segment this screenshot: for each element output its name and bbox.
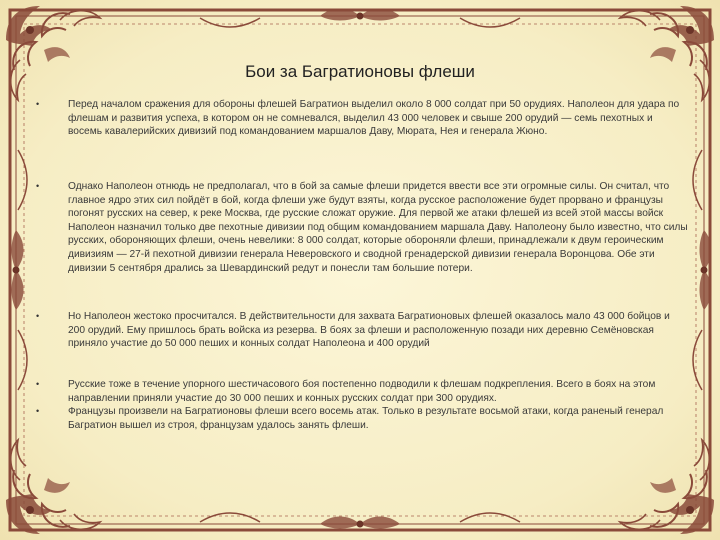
list-item <box>36 180 688 275</box>
bullet-icon: • <box>36 406 40 416</box>
paragraph: Русские тоже в течение упорного шестичасового боя постепенно подводили к флешам подкрепления. Всего в боях на этом направлении приняли участие до 30 000 пеших и конных русских солдат при 300 орудиях. <box>68 379 656 404</box>
ornament-icon <box>620 440 714 534</box>
slide-title: Бои за Багратионовы флеши <box>245 62 475 81</box>
paragraph: Перед началом сражения для обороны флешей Багратион выделил около 8 000 солдат при 50 орудиях. Наполеон для удара по флешам и развития успеха, в котором он не сомневался, выделил 43 000 человек и свыше 200 орудий — семь пехотных и восемь кавалерийских дивизий под командованием маршалов Даву, Мюрата, Нея и генерала Жюно. <box>68 99 680 138</box>
paragraph: Французы произвели на Багратионовы флеши всего восемь атак. Только в результате восьмой атаки, когда раненый генерал Багратион вышел из строя, французам удалось занять флеши. <box>68 406 664 431</box>
list-item <box>36 310 688 351</box>
paragraph: Однако Наполеон отнюдь не предполагал, что в бой за самые флеши придется ввести все эти огромные силы. Он считал, что главное ядро этих сил пойдёт в бой, когда флеши уже будут взяты, когда русское расположение будет прорвано и французы погонят русских на север, к реке Москва, где русские сложат оружие. Для первой же атаки флешей из всей этой массы войск Наполеон назначил только две пехотные дивизии под общим командованием маршала Даву. Наполеону было известно, что силы русских, обороняющих флеши, очень невелики: 8 000 солдат, которые обороняли флеши, принадлежали к двум героическим дивизиям — 27-й пехотной дивизии генерала Неверовского и сводной гренадерской дивизии генерала Воронцова. Обе эти дивизии 5 сентября дрались за Шевардинский редут и понесли там большие потери. <box>68 181 688 274</box>
ornament-icon <box>320 517 400 529</box>
ornament-icon <box>620 6 714 100</box>
bullet-icon: • <box>36 311 40 321</box>
ornament-icon <box>6 440 100 534</box>
list-item <box>36 98 688 139</box>
ornament-icon <box>6 6 100 100</box>
list-item <box>36 378 688 405</box>
paragraph: Но Наполеон жестоко просчитался. В действительности для захвата Багратионовых флешей оказалось мало 43 000 бойцов и 200 орудий. Ему пришлось брать войска из резерва. В боях за флеши и расположенную позади них деревню Семёновская приняло участие до 50 000 пеших и конных солдат Наполеона и 400 орудий <box>68 311 670 350</box>
list-item <box>36 405 688 432</box>
bullet-icon: • <box>36 99 40 109</box>
bullet-icon: • <box>36 181 40 191</box>
ornament-icon <box>12 230 24 310</box>
bullet-icon: • <box>36 379 40 389</box>
